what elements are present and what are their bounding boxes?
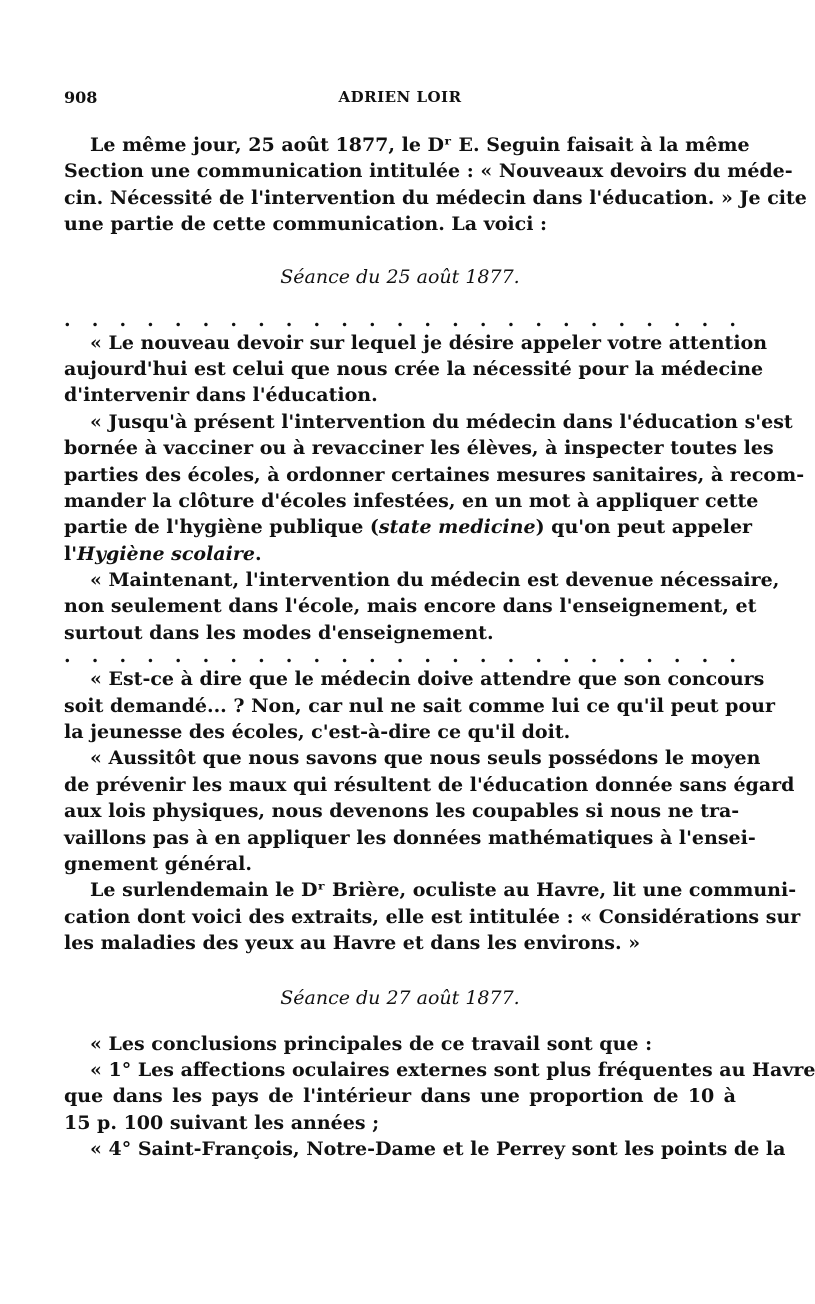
quote-line: « Les conclusions principales de ce travail sont que :	[90, 1032, 653, 1055]
quote-line: « Jusqu'à présent l'intervention du médecin dans l'éducation s'est	[90, 410, 793, 433]
quote-line: 15 p. 100 suivant les années ;	[64, 1111, 380, 1134]
intro-line: Section une communication intitulée : « Nouveaux devoirs du méde-	[64, 160, 793, 183]
quote-line: « 4° Saint-François, Notre-Dame et le Perrey sont les points de la	[90, 1138, 786, 1161]
italic-term: Hygiène scolaire	[77, 542, 255, 565]
quote-segment: ) qu'on peut appeler	[535, 516, 753, 539]
quote-segment: partie de l'hygiène publique (	[64, 516, 379, 539]
quote-line: surtout dans les modes d'enseignement.	[64, 621, 494, 644]
body-line: Le surlendemain le Dʳ Brière, oculiste au Havre, lit une communi-	[90, 879, 797, 902]
running-title: ADRIEN LOIR	[338, 88, 462, 106]
quote-line: la jeunesse des écoles, c'est-à-dire ce qu'il doit.	[64, 721, 571, 744]
page-body	[64, 132, 815, 1163]
quote-line: aux lois physiques, nous devenons les coupables si nous ne tra-	[64, 800, 740, 823]
section-heading-1: Séance du 25 août 1877.	[280, 265, 520, 288]
quote-line: de prévenir les maux qui résultent de l'éducation donnée sans égard	[64, 773, 795, 796]
quote-line: que dans les pays de l'intérieur dans une proportion de 10 à	[64, 1085, 736, 1108]
quote-line: « 1° Les affections oculaires externes sont plus fréquentes au Havre	[90, 1058, 815, 1081]
quote-line: aujourd'hui est celui que nous crée la nécessité pour la médecine	[64, 357, 764, 380]
quote-line: non seulement dans l'école, mais encore dans l'enseignement, et	[64, 595, 757, 618]
body-line: les maladies des yeux au Havre et dans les environs. »	[64, 932, 641, 955]
intro-line: Le même jour, 25 août 1877, le Dʳ E. Seguin faisait à la même	[90, 134, 750, 156]
quote-line: « Aussitôt que nous savons que nous seuls possédons le moyen	[90, 747, 761, 770]
quote-line: d'intervenir dans l'éducation.	[64, 384, 378, 407]
italic-term: state medicine	[378, 516, 536, 539]
intro-line: une partie de cette communication. La voici :	[64, 213, 548, 236]
quote-line	[64, 541, 736, 567]
section-heading-2: Séance du 27 août 1877.	[280, 986, 520, 1009]
page-header	[64, 88, 736, 114]
body-line: cation dont voici des extraits, elle est intitulée : « Considérations sur	[64, 905, 801, 928]
quote-line: « Est-ce à dire que le médecin doive attendre que son concours	[90, 668, 765, 691]
quote-line: « Maintenant, l'intervention du médecin est devenue nécessaire,	[90, 569, 780, 592]
intro-line: cin. Nécessité de l'intervention du médecin dans l'éducation. » Je cite	[64, 186, 807, 209]
quote-line: mander la clôture d'écoles infestées, en un mot à appliquer cette	[64, 489, 759, 512]
quote-line: bornée à vacciner ou à revacciner les élèves, à inspecter toutes les	[64, 437, 774, 460]
quote-segment: l'	[64, 542, 78, 565]
ellipsis-row: . . . . . . . . . . . . . . . . . . . . . . . . .	[64, 308, 736, 331]
quote-line: gnement général.	[64, 852, 253, 875]
ellipsis-row: . . . . . . . . . . . . . . . . . . . . . . . . .	[64, 645, 736, 668]
quote-line: vaillons pas à en appliquer les données mathématiques à l'ensei-	[64, 826, 756, 849]
quote-line	[64, 514, 753, 540]
quote-line: parties des écoles, à ordonner certaines mesures sanitaires, à recom-	[64, 463, 805, 486]
quote-segment: .	[254, 542, 262, 565]
quote-line: « Le nouveau devoir sur lequel je désire appeler votre attention	[90, 331, 768, 354]
quote-line: soit demandé... ? Non, car nul ne sait comme lui ce qu'il peut pour	[64, 694, 775, 717]
page-number: 908	[64, 88, 98, 107]
